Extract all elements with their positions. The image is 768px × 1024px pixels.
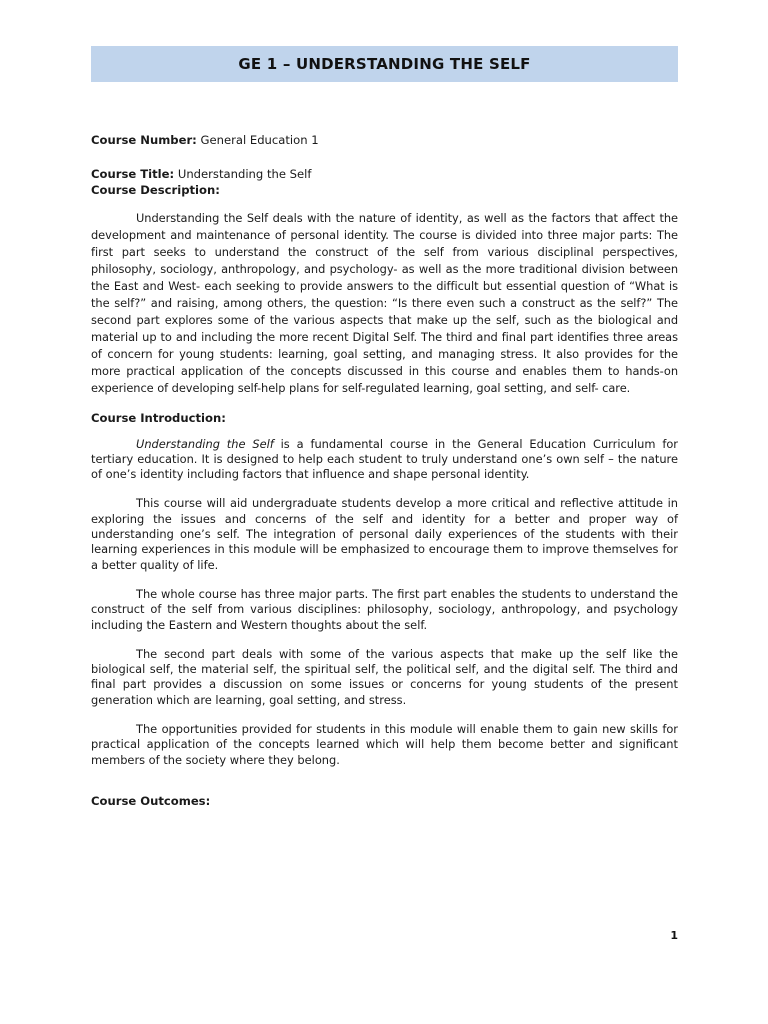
course-description-section [91,210,678,397]
course-title-label: Course Title: [91,167,175,182]
course-outcomes-heading: Course Outcomes: [91,793,211,808]
course-number-line [91,133,678,148]
intro-paragraph-5: The opportunities provided for students in this module will enable them to gain new skills for practical application of the concepts learned which will help them become better and significant members of the society where they belong. [91,722,678,767]
page-number: 1 [670,929,678,942]
intro-paragraph-1 [91,437,678,483]
course-name-emphasis: Understanding the Self [136,436,274,451]
intro-paragraph-3: The whole course has three major parts. The first part enables the students to understand the construct of the self from various disciplines: philosophy, sociology, anthropology, and psychology including the Eastern and Western thoughts about the self. [91,586,678,632]
document-body [91,133,678,809]
intro-paragraph-4: The second part deals with some of the various aspects that make up the self like the biological self, the material self, the spiritual self, the political self, and the digital self. The third and final part provides a discussion on some issues or concerns for young students of the present generation which are learning, goal setting, and stress. [91,646,678,707]
course-number-label: Course Number: [91,133,197,147]
course-title-value: Understanding the Self [177,167,312,182]
course-title-line [91,167,678,182]
title-banner [91,46,678,82]
course-number-value: General Education 1 [200,133,319,147]
course-description-text: Understanding the Self deals with the nature of identity, as well as the factors that affect the development and maintenance of personal identity. The course is divided into three major parts: The first part seeks to understand the construct of the self from various disciplinal perspectives, philosophy, sociology, anthropology, and psychology- as well as the more traditional division between the East and West- each seeking to provide answers to the difficult but essential question of “What is the self?” and raising, among others, the question: “Is there even such a construct as the self?” The second part explores some of the various aspects that make up the self, such as the biological and material up to and including the more recent Digital Self. The third and final part identifies three areas of concern for young students: learning, goal setting, and managing stress. It also provides for the more practical application of the concepts discussed in this course and enables them to hands-on experience of developing self-help plans for self-regulated learning, goal setting, and self- care. [91,211,678,396]
course-description-heading: Course Description: [91,182,220,197]
page-title: GE 1 – UNDERSTANDING THE SELF [238,55,531,73]
intro-paragraph-2: This course will aid undergraduate students develop a more critical and reflective attitude in exploring the issues and concerns of the self and identity for a better and proper way of understanding one’s self. The integration of personal daily experiences of the students with their learning experiences in this module will be emphasized to encourage them to improve themselves for a better quality of life. [91,496,678,572]
course-introduction-heading: Course Introduction: [91,411,226,426]
intro-paragraph-1-rest: is a fundamental course in the General Education Curriculum for tertiary education. It is designed to help each student to truly understand one’s own self – the nature of one’s identity including factors that influence and shape personal identity. [91,436,678,482]
